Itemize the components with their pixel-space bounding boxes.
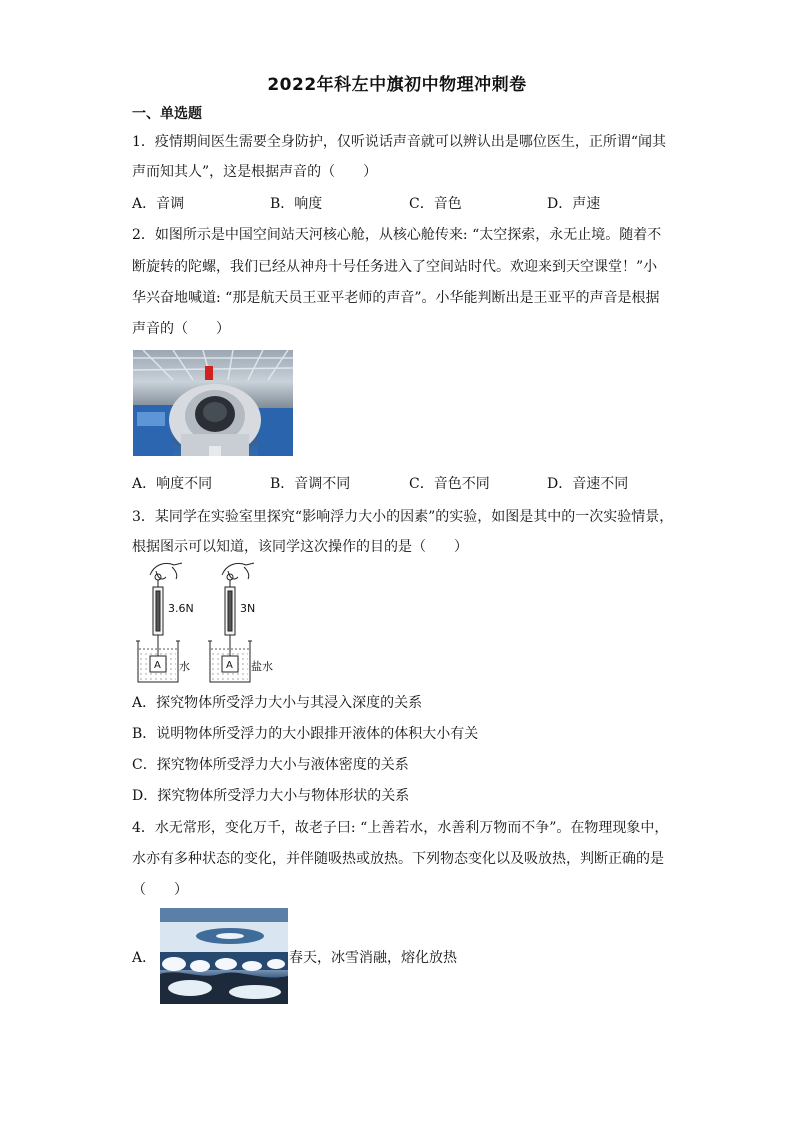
melting-snow-illustration [160, 908, 288, 1004]
q4-line-1: 4．水无常形，变化万千，故老子曰: “上善若水，水善利万物而不争”。在物理现象中， [132, 820, 669, 836]
page-title: 2022年科左中旗初中物理冲刺卷 [267, 75, 527, 95]
q1-line-2: 声而知其人”，这是根据声音的（ ） [132, 164, 378, 180]
q2-line-4: 声音的（ ） [132, 321, 230, 337]
q1-option-d: D．声速 [547, 196, 601, 212]
buoyancy-experiment-figure [132, 557, 282, 685]
section-heading: 一、单选题 [132, 106, 202, 122]
left-block-label: A [154, 660, 161, 671]
q3-option-d: D．探究物体所受浮力大小与物体形状的关系 [132, 788, 410, 804]
left-liquid-label: 水 [179, 660, 190, 673]
q2-line-3: 华兴奋地喊道: “那是航天员王亚平老师的声音”。小华能判断出是王亚平的声音是根据 [132, 290, 660, 306]
right-scale-reading: 3N [240, 602, 256, 615]
q4-line-2: 水亦有多种状态的变化，并伴随吸热或放热。下列物态变化以及吸放热，判断正确的是 [132, 851, 664, 867]
q2-line-2: 断旋转的陀螺，我们已经从神舟十号任务进入了空间站时代。欢迎来到天空课堂！”小 [132, 259, 658, 275]
q2-option-c: C．音色不同 [409, 476, 490, 492]
space-station-photo [133, 350, 293, 456]
q3-line-2: 根据图示可以知道，该同学这次操作的目的是（ ） [132, 539, 468, 555]
q2-line-1: 2．如图所示是中国空间站天河核心舱，从核心舱传来: “太空探索，永无止境。随着不 [132, 227, 662, 243]
q4-line-3: （ ） [132, 882, 188, 898]
q1-option-a: A．音调 [132, 196, 185, 212]
q4-option-a-label: A． [132, 950, 157, 966]
q3-option-a: A．探究物体所受浮力大小与其浸入深度的关系 [132, 695, 423, 711]
q3-option-b: B．说明物体所受浮力的大小跟排开液体的体积大小有关 [132, 726, 479, 742]
q2-option-d: D．音速不同 [547, 476, 629, 492]
q1-line-1: 1．疫情期间医生需要全身防护，仅听说话声音就可以辨认出是哪位医生，正所谓“闻其 [132, 134, 667, 150]
q1-option-b: B．响度 [270, 196, 323, 212]
q3-line-1: 3．某同学在实验室里探究“影响浮力大小的因素”的实验，如图是其中的一次实验情景， [132, 509, 674, 525]
right-spring-scale [225, 580, 235, 656]
right-block-label: A [226, 660, 233, 671]
left-scale-reading: 3.6N [168, 602, 194, 615]
melting-snow-photo [160, 908, 288, 1004]
right-liquid-label: 盐水 [251, 660, 273, 673]
q1-option-c: C．音色 [409, 196, 462, 212]
right-hand-icon [222, 563, 254, 580]
left-hand-icon [150, 563, 182, 580]
q2-option-b: B．音调不同 [270, 476, 351, 492]
left-spring-scale [153, 580, 163, 656]
q2-option-a: A．响度不同 [132, 476, 213, 492]
space-station-illustration [133, 350, 293, 456]
q4-option-a-text: 春天，冰雪消融，熔化放热 [289, 950, 457, 966]
q3-option-c: C．探究物体所受浮力大小与液体密度的关系 [132, 757, 409, 773]
